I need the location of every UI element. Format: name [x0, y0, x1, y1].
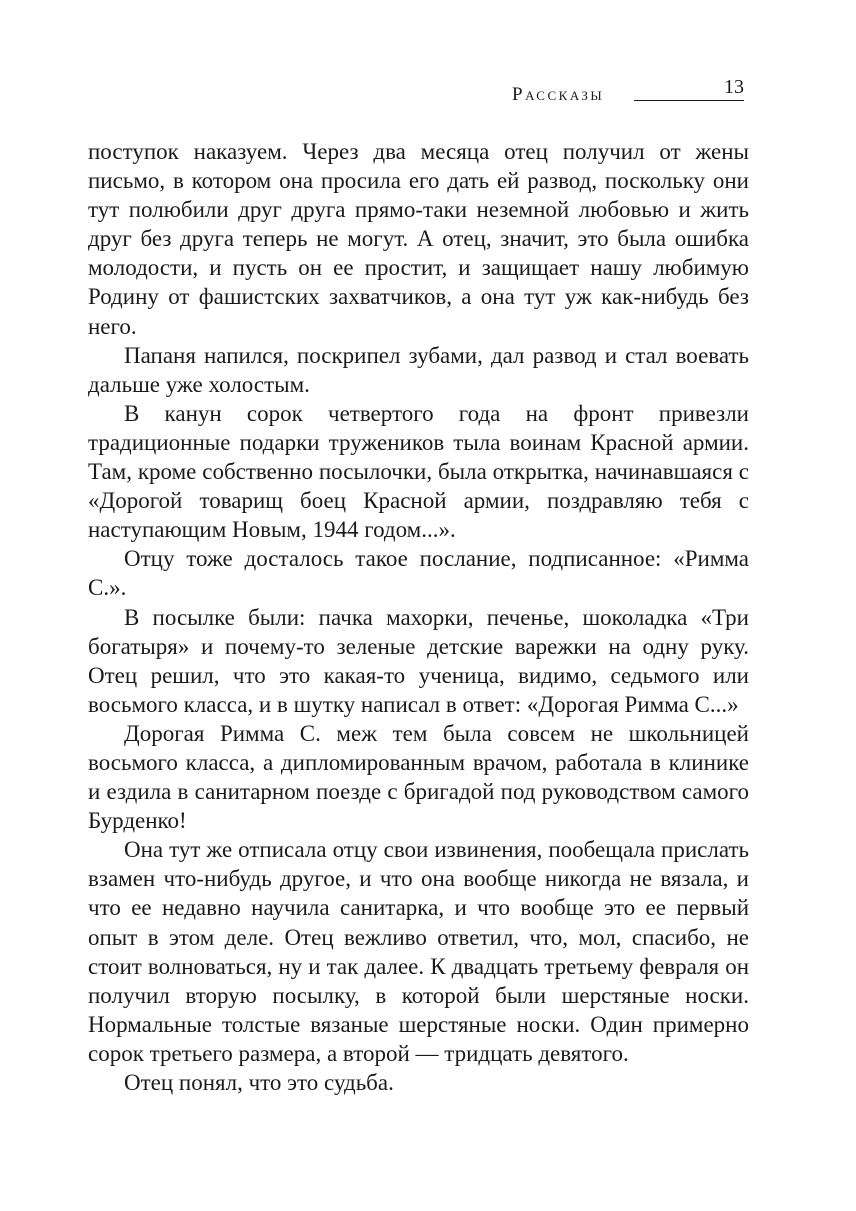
body-text — [88, 137, 749, 1097]
paragraph-7: Она тут же отписала отцу свои извинения, пообещала прислать взамен что-нибудь другое, и что она вообще никогда не вязала, и что ее недавно научила санитарка, и что вообще это ее первый опыт в этом деле. Отец вежливо ответил, что, мол, спасибо, не стоит волноваться, ну и так далее. К двадцать третьему февраля он получил вторую посылку, в которой были шерстяные носки. Нормальные толстые вязаные шерстяные носки. Один примерно сорок третьего размера, а второй — тридцать девятого. — [88, 837, 749, 1066]
header-rule — [634, 100, 744, 101]
paragraph-4: Отцу тоже досталось такое послание, подписанное: «Римма С.». — [88, 546, 749, 601]
page-number: 13 — [724, 76, 744, 98]
paragraph-5: В посылке были: пачка махорки, печенье, шоколадка «Три богатыря» и почему-то зеленые детские варежки на одну руку. Отец решил, что это какая-то ученица, видимо, седьмого или восьмого класса, и в шутку написал в ответ: «Дорогая Римма С...» — [88, 604, 749, 717]
paragraph-6: Дорогая Римма С. меж тем была совсем не школьницей восьмого класса, а дипломированным врачом, работала в клинике и ездила в санитарном поезде с бригадой под руководством самого Бурденко! — [88, 720, 749, 834]
paragraph-2: Папаня напился, поскрипел зубами, дал развод и стал воевать дальше уже холостым. — [88, 342, 749, 397]
paragraph-8: Отец понял, что это судьба. — [124, 1070, 394, 1095]
running-header — [512, 76, 744, 106]
section-title: Рассказы — [512, 84, 605, 105]
paragraph-3: В канун сорок четвертого года на фронт привезли традиционные подарки тружеников тыла воинам Красной армии. Там, кроме собственно посылочки, была открытка, начинавшаяся с «Дорогой товарищ боец Красной армии, поздравляю тебя с наступающим Новым, 1944 годом...». — [88, 400, 749, 543]
paragraph-1: поступок наказуем. Через два месяца отец получил от жены письмо, в котором она просила его дать ей развод, поскольку они тут полюбили друг друга прямо-таки неземной любовью и жить друг без друга теперь не могут. А отец, значит, это была ошибка молодости, и пусть он ее простит, и защищает нашу любимую Родину от фашистских захватчиков, а она тут уж как-нибудь без него. — [88, 139, 749, 339]
